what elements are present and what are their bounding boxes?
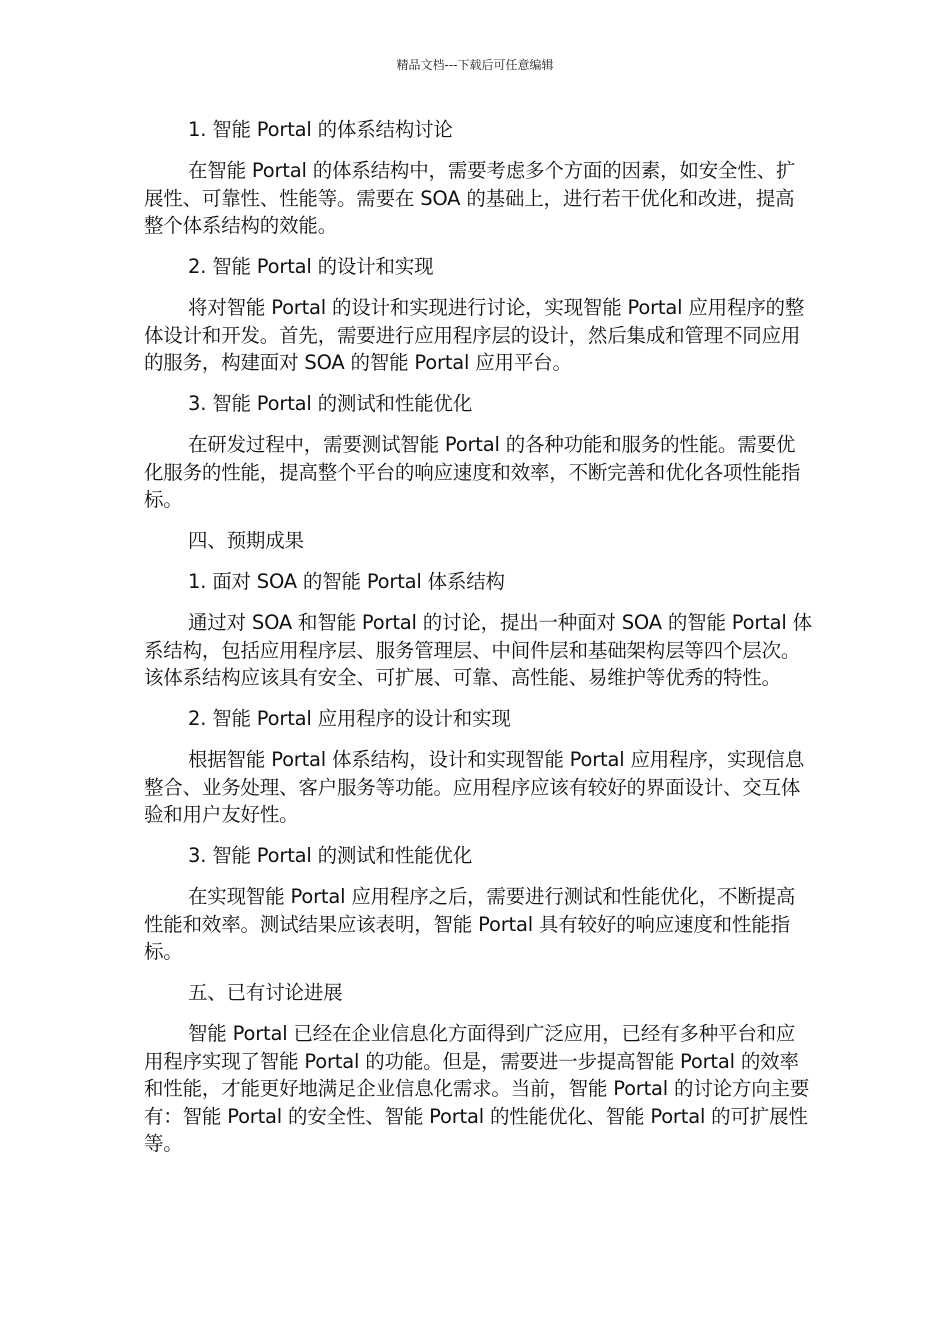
paragraph-architecture: 在智能 Portal 的体系结构中，需要考虑多个方面的因素，如安全性、扩展性、可靠性、性能等。需要在 SOA 的基础上，进行若干优化和改进，提高整个体系结构的效能。 [144,159,796,237]
heading-design-implementation: 2. 智能 Portal 的设计和实现 [188,255,434,278]
page-header: 精品文档---下载后可任意编辑 [396,58,554,72]
paragraph-design-implementation: 将对智能 Portal 的设计和实现进行讨论，实现智能 Portal 应用程序的整体设计和开发。首先，需要进行应用程序层的设计，然后集成和管理不同应用的服务，构建面对 SOA 的智能 Portal 应用平台。 [144,296,805,374]
paragraph-progress: 智能 Portal 已经在企业信息化方面得到广泛应用，已经有多种平台和应用程序实现了智能 Portal 的功能。但是，需要进一步提高智能 Portal 的效率和性能，才能更好地满足企业信息化需求。当前，智能 Portal 的讨论方向主要有：智能 Portal 的安全性、智能 Portal 的性能优化、智能 Portal 的可扩展性等。 [144,1022,810,1155]
heading-testing-optimization: 3. 智能 Portal 的测试和性能优化 [188,392,473,415]
paragraph-testing-results: 在实现智能 Portal 应用程序之后，需要进行测试和性能优化，不断提高性能和效率。测试结果应该表明，智能 Portal 具有较好的响应速度和性能指标。 [144,885,796,963]
paragraph-testing-optimization: 在研发过程中，需要测试智能 Portal 的各种功能和服务的性能。需要优化服务的性能，提高整个平台的响应速度和效率，不断完善和优化各项性能指标。 [144,433,801,511]
heading-application-design: 2. 智能 Portal 应用程序的设计和实现 [188,707,511,730]
heading-soa-architecture: 1. 面对 SOA 的智能 Portal 体系结构 [188,570,505,593]
heading-testing-optimization-results: 3. 智能 Portal 的测试和性能优化 [188,844,473,867]
heading-architecture-discussion: 1. 智能 Portal 的体系结构讨论 [188,118,453,141]
section-heading-progress: 五、已有讨论进展 [188,981,343,1004]
section-heading-expected-results: 四、预期成果 [188,529,304,552]
document-body [144,116,812,1171]
paragraph-soa-architecture: 通过对 SOA 和智能 Portal 的讨论，提出一种面对 SOA 的智能 Portal 体系结构，包括应用程序层、服务管理层、中间件层和基础架构层等四个层次。该体系结构应该具有安全、可扩展、可靠、高性能、易维护等优秀的特性。 [144,611,812,689]
paragraph-application-design: 根据智能 Portal 体系结构，设计和实现智能 Portal 应用程序，实现信息整合、业务处理、客户服务等功能。应用程序应该有较好的界面设计、交互体验和用户友好性。 [144,748,805,826]
